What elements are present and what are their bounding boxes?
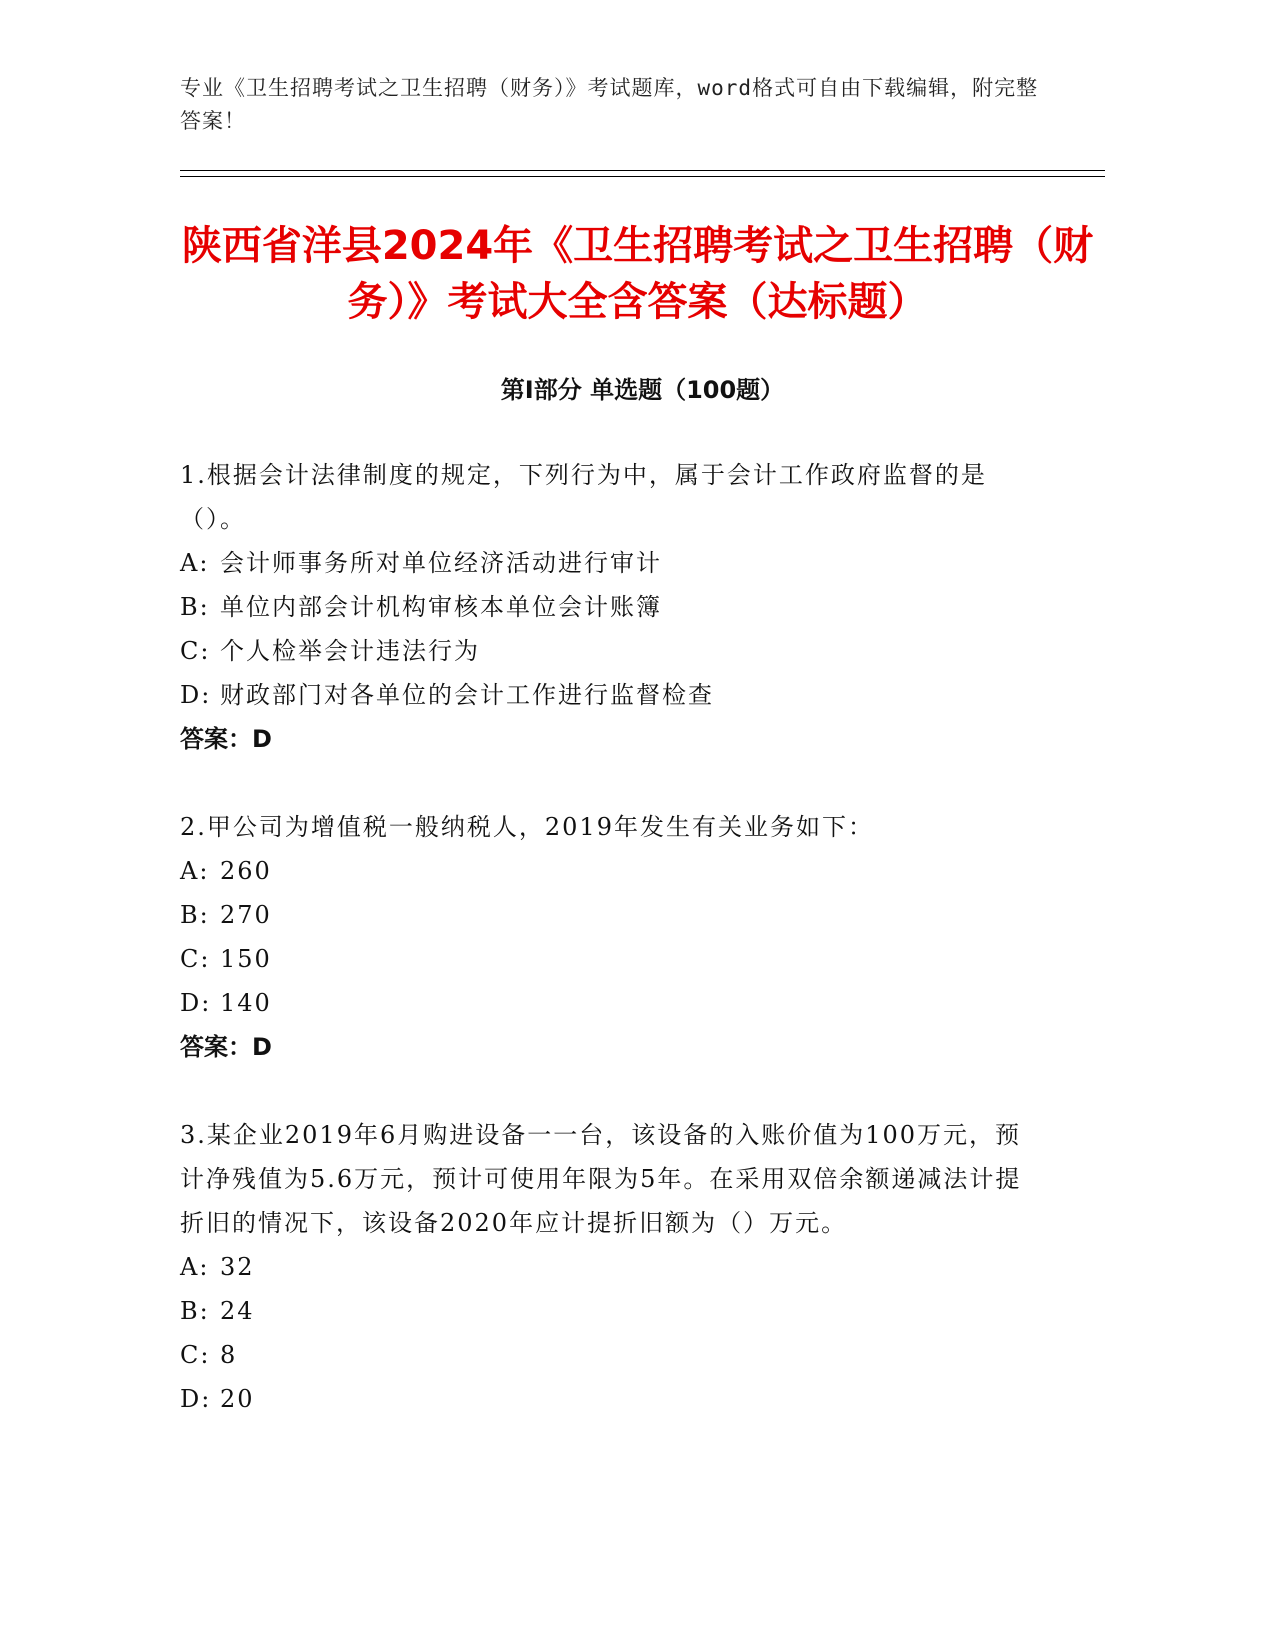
option-text: 150 bbox=[220, 945, 272, 973]
option-text: 260 bbox=[220, 857, 272, 885]
header-note: 专业《卫生招聘考试之卫生招聘（财务）》考试题库，word格式可自由下载编辑，附完整答案！ bbox=[180, 76, 1039, 133]
option-b bbox=[180, 1289, 1040, 1333]
option-a bbox=[180, 541, 1040, 585]
option-key: A: bbox=[180, 1253, 210, 1281]
question-3 bbox=[180, 1113, 1040, 1421]
option-b bbox=[180, 893, 1040, 937]
answer-line: 答案：D bbox=[180, 1033, 272, 1061]
option-b bbox=[180, 585, 1040, 629]
question-1 bbox=[180, 453, 1040, 761]
option-key: D: bbox=[180, 989, 212, 1017]
question-text: 3.某企业2019年6月购进设备一一台，该设备的入账价值为100万元，预计净残值为5.6万元，预计可使用年限为5年。在采用双倍余额递减法计提折旧的情况下，该设备2020年应计提折旧额为（）万元。 bbox=[180, 1121, 1022, 1237]
option-key: A: bbox=[180, 549, 210, 577]
option-c bbox=[180, 1333, 1040, 1377]
option-text: 单位内部会计机构审核本单位会计账簿 bbox=[220, 593, 662, 621]
option-text: 24 bbox=[220, 1297, 255, 1325]
question-list bbox=[180, 453, 1040, 1465]
option-key: C: bbox=[180, 637, 211, 665]
option-key: C: bbox=[180, 1341, 211, 1369]
option-c bbox=[180, 937, 1040, 981]
header-rule-top bbox=[180, 170, 1105, 171]
option-text: 个人检举会计违法行为 bbox=[220, 637, 480, 665]
option-text: 140 bbox=[220, 989, 272, 1017]
question-text: 2.甲公司为增值税一般纳税人，2019年发生有关业务如下： bbox=[180, 813, 874, 841]
answer-line: 答案：D bbox=[180, 725, 272, 753]
option-d bbox=[180, 1377, 1040, 1421]
option-key: B: bbox=[180, 593, 210, 621]
option-text: 财政部门对各单位的会计工作进行监督检查 bbox=[220, 681, 714, 709]
option-key: D: bbox=[180, 1385, 212, 1413]
option-c bbox=[180, 629, 1040, 673]
question-text: 1.根据会计法律制度的规定，下列行为中，属于会计工作政府监督的是（）。 bbox=[180, 461, 987, 533]
question-2 bbox=[180, 805, 1040, 1069]
option-key: B: bbox=[180, 901, 210, 929]
option-key: C: bbox=[180, 945, 211, 973]
option-key: A: bbox=[180, 857, 210, 885]
option-a bbox=[180, 849, 1040, 893]
option-a bbox=[180, 1245, 1040, 1289]
option-d bbox=[180, 673, 1040, 717]
option-text: 270 bbox=[220, 901, 272, 929]
option-key: D: bbox=[180, 681, 212, 709]
option-text: 8 bbox=[220, 1341, 238, 1369]
document-title: 陕西省洋县2024年《卫生招聘考试之卫生招聘（财务）》考试大全含答案（达标题） bbox=[181, 223, 1094, 325]
option-key: B: bbox=[180, 1297, 210, 1325]
section-heading: 第I部分 单选题（100题） bbox=[500, 376, 785, 404]
option-text: 20 bbox=[220, 1385, 255, 1413]
header-rule-bottom bbox=[180, 176, 1105, 177]
option-text: 32 bbox=[220, 1253, 255, 1281]
option-d bbox=[180, 981, 1040, 1025]
option-text: 会计师事务所对单位经济活动进行审计 bbox=[220, 549, 662, 577]
